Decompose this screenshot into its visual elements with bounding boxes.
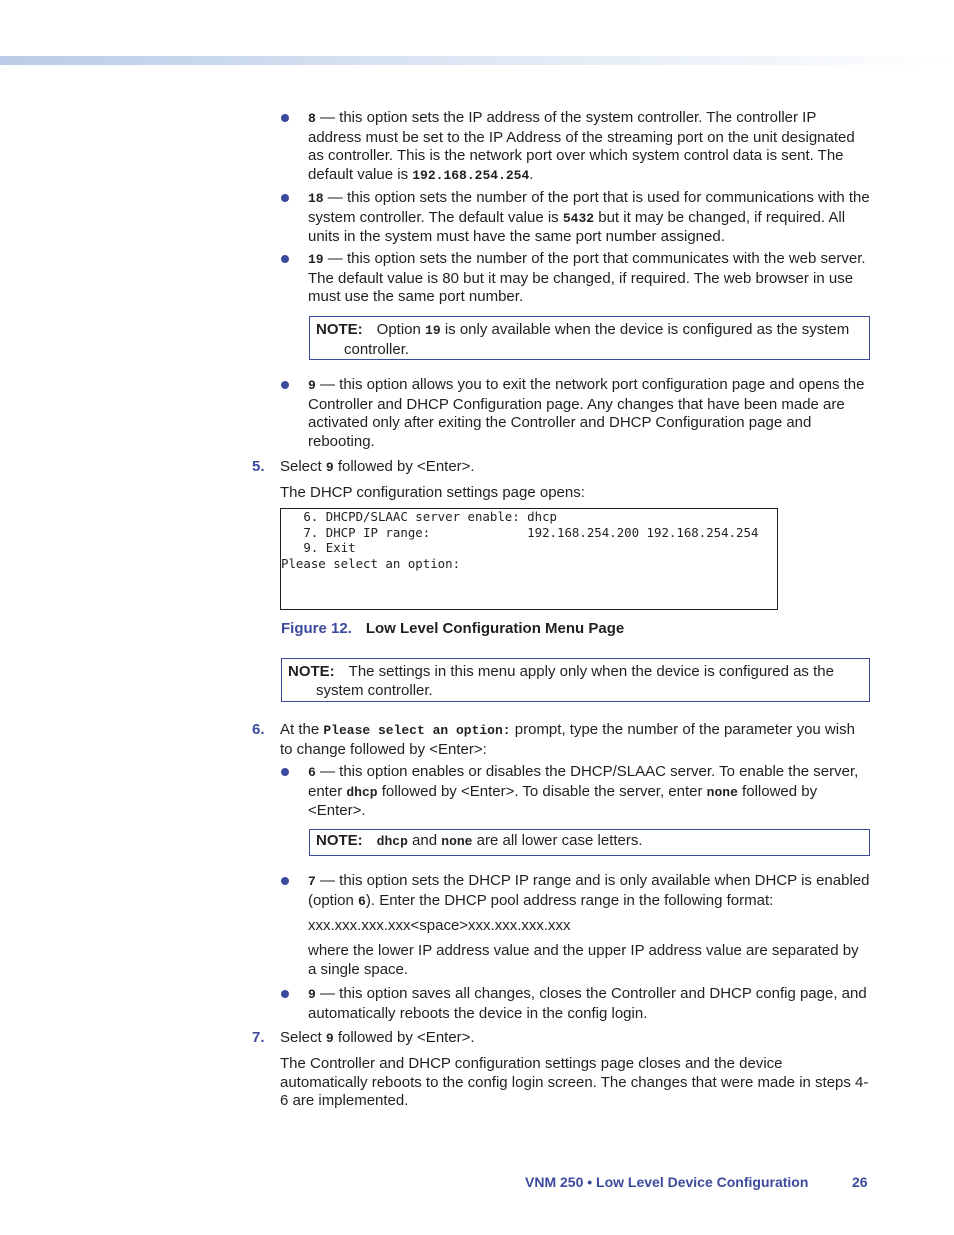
terminal-screen — [280, 508, 778, 610]
step-number: 5. — [252, 458, 265, 475]
note-box: NOTE: dhcp and none are all lower case letters. — [309, 829, 870, 856]
step-subtext: The DHCP configuration settings page opens: — [280, 484, 585, 501]
note-box: NOTE: Option 19 is only available when the device is configured as the system controller. — [309, 316, 870, 360]
terminal-line: 7. DHCP IP range: 192.168.254.200 192.168.254.254 — [281, 524, 759, 540]
figure-caption: Figure 12. Low Level Configuration Menu Page — [281, 620, 625, 637]
list-item: 19 — this option sets the number of the port that communicates with the web server. The default value is 80 but it may be changed, if required. The web browser in use must use the same port number. — [308, 250, 866, 306]
bullet-icon — [281, 194, 289, 202]
bullet-icon — [281, 877, 289, 885]
list-item: 9 — this option saves all changes, closes the Controller and DHCP config page, and automatically reboots the device in the config login. — [308, 985, 867, 1022]
bullet-icon — [281, 381, 289, 389]
format-text: xxx.xxx.xxx.xxx<space>xxx.xxx.xxx.xxx — [308, 917, 571, 934]
explanation-text: where the lower IP address value and the upper IP address value are separated by a single space. — [308, 942, 859, 978]
terminal-line: 6. DHCPD/SLAAC server enable: dhcp — [281, 509, 558, 524]
list-item: 7 — this option sets the DHCP IP range and is only available when DHCP is enabled (option 6). Enter the DHCP pool address range in the following format: — [308, 872, 870, 909]
list-item: 8 — this option sets the IP address of the system controller. The controller IP address must be set to the IP Address of the streaming port on the unit designated as controller. This is the network port over which system control data is sent. The default value is 192.168.254.254. — [308, 109, 855, 183]
list-item: 9 — this option allows you to exit the network port configuration page and opens the Controller and DHCP Configuration page. Any changes that have been made are activated only after exiting the Controller and DHCP Configuration page and rebooting. — [308, 376, 865, 450]
bullet-icon — [281, 990, 289, 998]
footer-title: VNM 250 • Low Level Device Configuration — [525, 1174, 809, 1190]
bullet-icon — [281, 768, 289, 776]
step-text: At the Please select an option: prompt, type the number of the parameter you wish to change followed by <Enter>: — [280, 721, 855, 758]
step-number: 7. — [252, 1029, 265, 1046]
header-gradient-bar — [0, 56, 954, 65]
list-item: 6 — this option enables or disables the DHCP/SLAAC server. To enable the server, enter dhcp followed by <Enter>. To disable the server, enter none followed by <Enter>. — [308, 763, 859, 820]
bullet-icon — [281, 114, 289, 122]
note-box: NOTE: The settings in this menu apply only when the device is configured as the system controller. — [281, 658, 870, 702]
bullet-icon — [281, 255, 289, 263]
step-text: Select 9 followed by <Enter>. — [280, 458, 475, 475]
page-number: 26 — [852, 1174, 868, 1190]
terminal-line: 9. Exit — [281, 540, 356, 555]
step-number: 6. — [252, 721, 265, 738]
list-item: 18 — this option sets the number of the port that is used for communications with the system controller. The default value is 5432 but it may be changed, if required. All units in the system must have the same port number assigned. — [308, 189, 870, 246]
step-subtext: The Controller and DHCP configuration settings page closes and the device automatically reboots to the config login screen. The changes that were made in steps 4-6 are implemented. — [280, 1055, 869, 1110]
terminal-line: Please select an option: — [281, 555, 461, 571]
step-text: Select 9 followed by <Enter>. — [280, 1029, 475, 1046]
